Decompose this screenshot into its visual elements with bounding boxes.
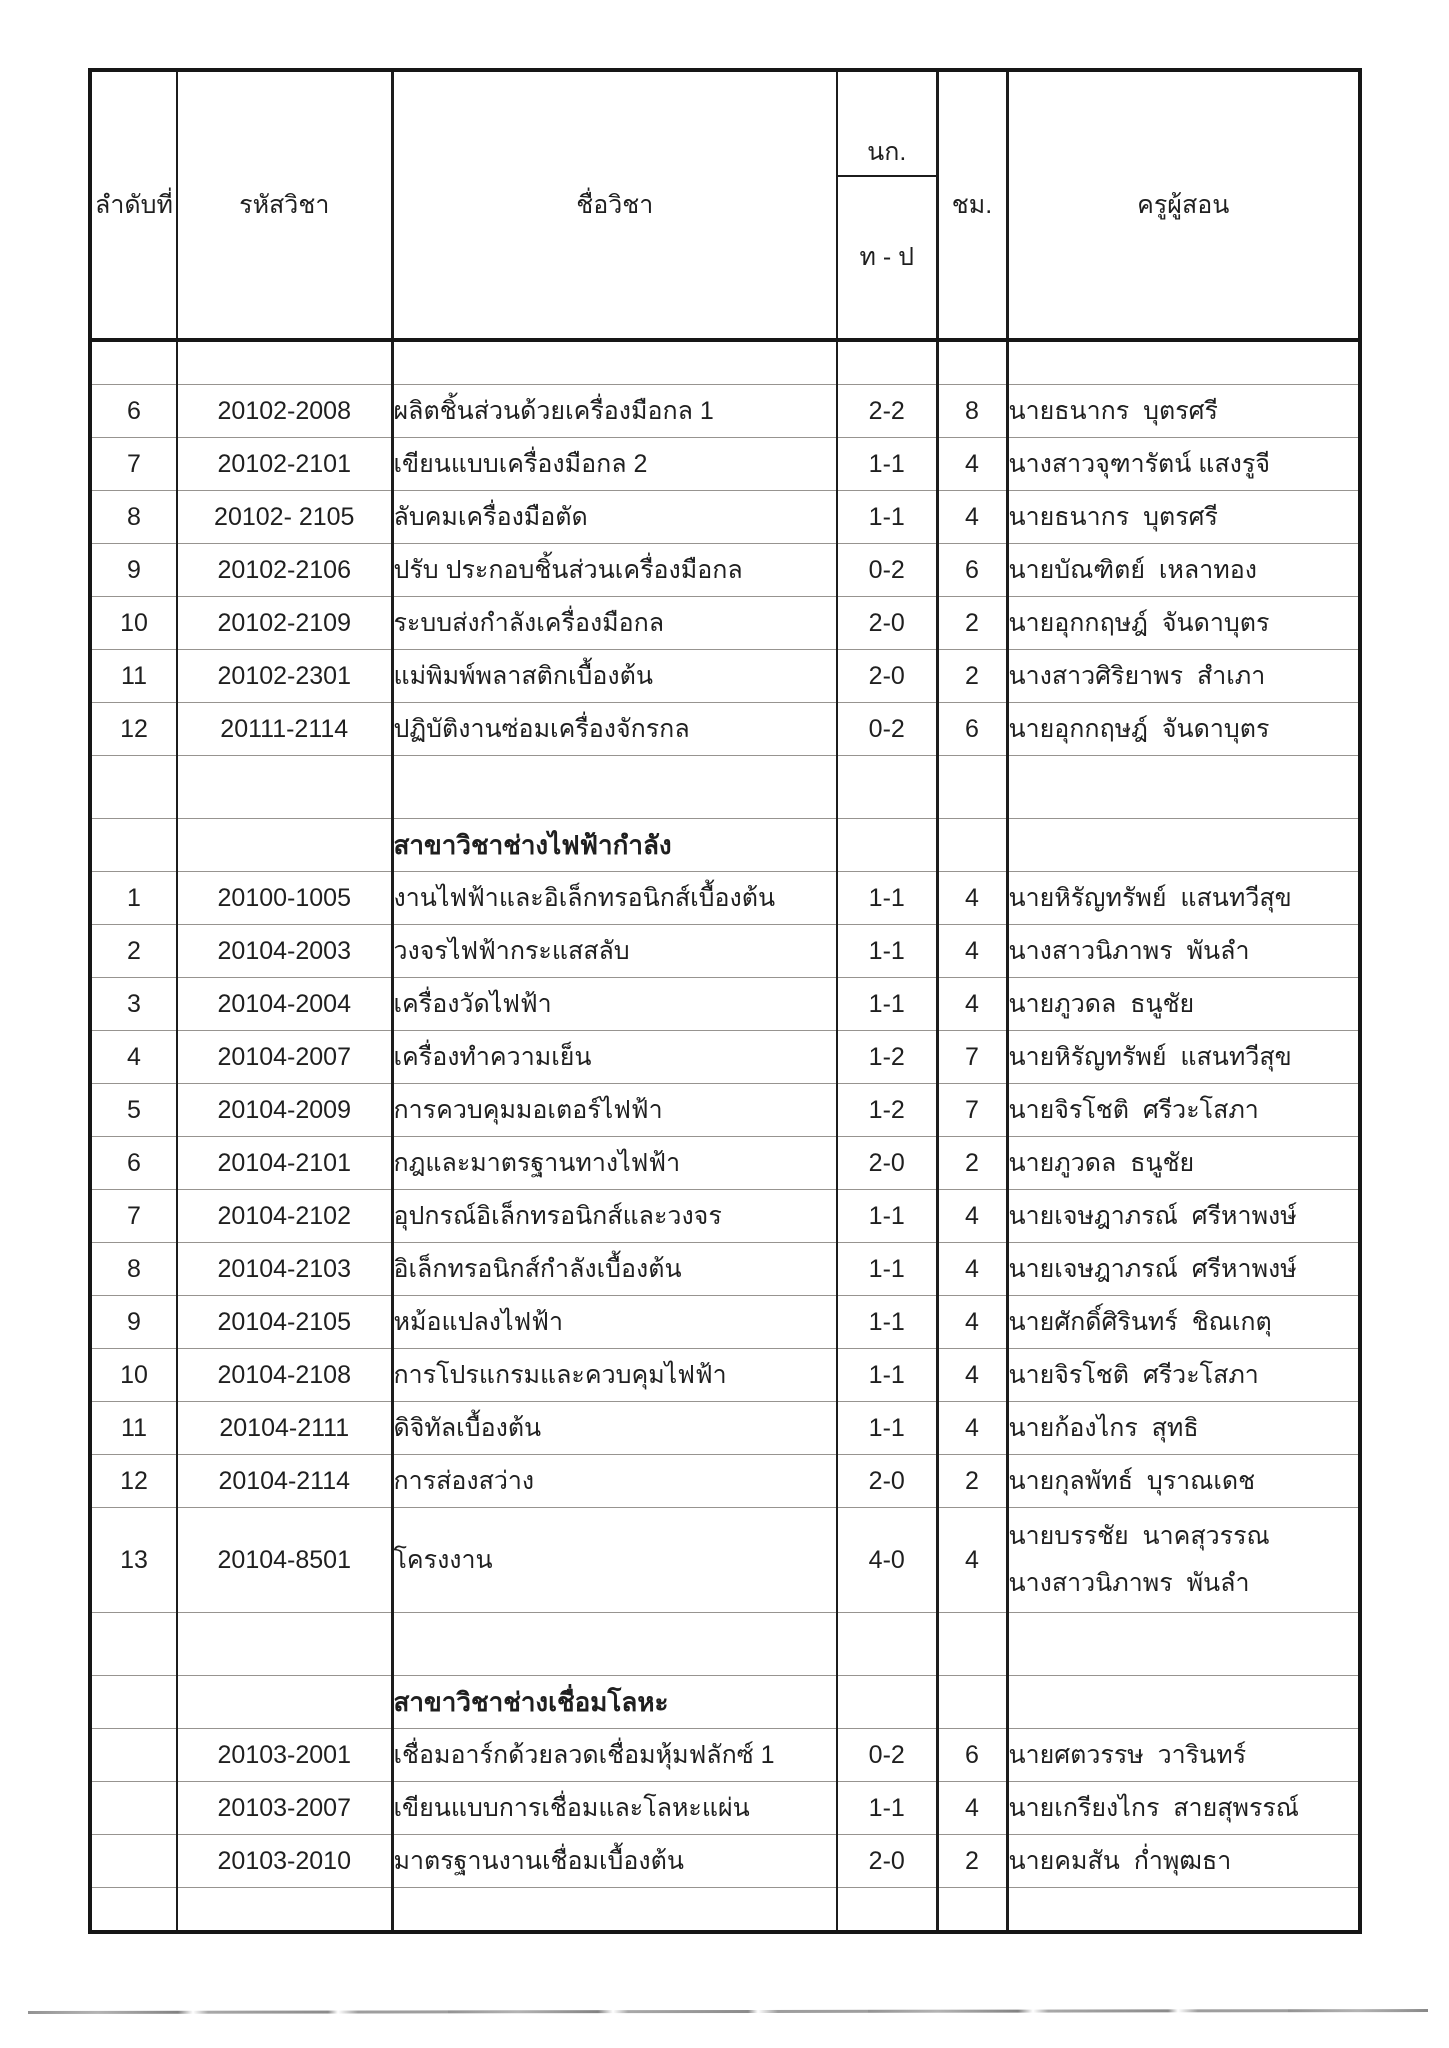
course-hours: 2 — [937, 1137, 1007, 1190]
course-credit: 4-0 — [837, 1508, 937, 1613]
empty-cell — [937, 756, 1007, 819]
empty-cell — [837, 819, 937, 872]
course-credit: 2-0 — [837, 1455, 937, 1508]
section-header-row — [90, 1676, 1360, 1729]
course-subject: ดิจิทัลเบื้องต้น — [392, 1402, 837, 1455]
course-subject: ลับคมเครื่องมือตัด — [392, 491, 837, 544]
course-code: 20104-2004 — [177, 978, 392, 1031]
empty-cell — [177, 340, 392, 385]
empty-cell — [937, 340, 1007, 385]
course-no — [90, 1782, 177, 1835]
empty-cell — [90, 1613, 177, 1676]
course-code: 20104-2102 — [177, 1190, 392, 1243]
empty-cell — [837, 1888, 937, 1933]
course-credit: 2-0 — [837, 1835, 937, 1888]
course-teacher: นายจิรโชติ ศรีวะโสภา — [1007, 1349, 1360, 1402]
course-no: 9 — [90, 1296, 177, 1349]
course-subject: เครื่องวัดไฟฟ้า — [392, 978, 837, 1031]
course-row — [90, 1782, 1360, 1835]
empty-cell — [392, 1888, 837, 1933]
course-teacher: นางสาวศิริยาพร สำเภา — [1007, 650, 1360, 703]
course-credit: 0-2 — [837, 544, 937, 597]
course-subject: เครื่องทำความเย็น — [392, 1031, 837, 1084]
course-code: 20102-2109 — [177, 597, 392, 650]
course-no — [90, 1729, 177, 1782]
course-teacher: นายธนากร บุตรศรี — [1007, 491, 1360, 544]
col-header-subject: ชื่อวิชา — [392, 70, 837, 340]
course-row — [90, 1835, 1360, 1888]
course-teacher: นายเจษฎาภรณ์ ศรีหาพงษ์ — [1007, 1190, 1360, 1243]
course-code: 20104-2105 — [177, 1296, 392, 1349]
course-schedule-table — [88, 68, 1362, 1934]
course-hours: 2 — [937, 1455, 1007, 1508]
course-no: 10 — [90, 597, 177, 650]
empty-cell — [177, 1888, 392, 1933]
course-hours: 4 — [937, 438, 1007, 491]
course-subject: หม้อแปลงไฟฟ้า — [392, 1296, 837, 1349]
empty-cell — [1007, 1676, 1360, 1729]
course-credit: 0-2 — [837, 703, 937, 756]
course-code: 20102-2106 — [177, 544, 392, 597]
course-row — [90, 544, 1360, 597]
course-code: 20103-2001 — [177, 1729, 392, 1782]
spacer-row — [90, 340, 1360, 385]
col-header-credit-sub-label: ท - ป — [859, 243, 915, 271]
course-teacher: นายจิรโชติ ศรีวะโสภา — [1007, 1084, 1360, 1137]
empty-cell — [177, 1613, 392, 1676]
course-teacher: นางสาวนิภาพร พันลำ — [1007, 925, 1360, 978]
course-subject: แม่พิมพ์พลาสติกเบื้องต้น — [392, 650, 837, 703]
empty-cell — [392, 340, 837, 385]
spacer-row — [90, 1613, 1360, 1676]
course-teacher: นายกุลพัทธ์ บุราณเดช — [1007, 1455, 1360, 1508]
course-no: 7 — [90, 1190, 177, 1243]
course-subject: การโปรแกรมและควบคุมไฟฟ้า — [392, 1349, 837, 1402]
course-subject: งานไฟฟ้าและอิเล็กทรอนิกส์เบื้องต้น — [392, 872, 837, 925]
course-teacher: นายอุกกฤษฎ์ จันดาบุตร — [1007, 703, 1360, 756]
course-credit: 2-0 — [837, 650, 937, 703]
course-row — [90, 1137, 1360, 1190]
empty-cell — [177, 756, 392, 819]
col-header-credit-label: นก. — [838, 130, 936, 177]
course-hours: 4 — [937, 978, 1007, 1031]
course-credit: 0-2 — [837, 1729, 937, 1782]
course-code: 20102-2008 — [177, 385, 392, 438]
course-no: 8 — [90, 491, 177, 544]
col-header-no: ลำดับที่ — [90, 70, 177, 340]
course-teacher: นายอุกกฤษฎ์ จันดาบุตร — [1007, 597, 1360, 650]
course-subject: เชื่อมอาร์กด้วยลวดเชื่อมหุ้มฟลักซ์ 1 — [392, 1729, 837, 1782]
course-code: 20100-1005 — [177, 872, 392, 925]
empty-cell — [1007, 1613, 1360, 1676]
course-teacher: นายภูวดล ธนูชัย — [1007, 1137, 1360, 1190]
course-teacher: นายศตวรรษ วารินทร์ — [1007, 1729, 1360, 1782]
course-code: 20104-2003 — [177, 925, 392, 978]
course-teacher — [1007, 1508, 1360, 1613]
course-subject: ปฏิบัติงานซ่อมเครื่องจักรกล — [392, 703, 837, 756]
course-hours: 6 — [937, 1729, 1007, 1782]
course-code: 20104-2103 — [177, 1243, 392, 1296]
course-row — [90, 1402, 1360, 1455]
section-title: สาขาวิชาช่างไฟฟ้ากำลัง — [392, 819, 837, 872]
course-code: 20104-2007 — [177, 1031, 392, 1084]
course-credit: 1-1 — [837, 491, 937, 544]
empty-cell — [177, 1676, 392, 1729]
course-row — [90, 1349, 1360, 1402]
course-subject: วงจรไฟฟ้ากระแสสลับ — [392, 925, 837, 978]
course-subject: เขียนแบบเครื่องมือกล 2 — [392, 438, 837, 491]
course-hours: 7 — [937, 1084, 1007, 1137]
course-row — [90, 1084, 1360, 1137]
empty-cell — [937, 819, 1007, 872]
course-no: 2 — [90, 925, 177, 978]
col-header-credit — [837, 70, 937, 340]
table-header — [90, 70, 1360, 340]
course-hours: 6 — [937, 703, 1007, 756]
course-credit: 1-2 — [837, 1031, 937, 1084]
course-credit: 1-2 — [837, 1084, 937, 1137]
course-row — [90, 650, 1360, 703]
course-code: 20102-2101 — [177, 438, 392, 491]
course-code: 20102-2301 — [177, 650, 392, 703]
course-no: 12 — [90, 1455, 177, 1508]
course-subject: อุปกรณ์อิเล็กทรอนิกส์และวงจร — [392, 1190, 837, 1243]
course-no: 5 — [90, 1084, 177, 1137]
course-row — [90, 385, 1360, 438]
course-row — [90, 438, 1360, 491]
course-row — [90, 1455, 1360, 1508]
course-credit: 1-1 — [837, 1190, 937, 1243]
course-row — [90, 978, 1360, 1031]
table-body — [90, 340, 1360, 1932]
course-subject: โครงงาน — [392, 1508, 837, 1613]
empty-cell — [392, 1613, 837, 1676]
course-row — [90, 1190, 1360, 1243]
course-teacher: นายศักดิ์ศิรินทร์ ชิณเกตุ — [1007, 1296, 1360, 1349]
course-hours: 4 — [937, 1243, 1007, 1296]
spacer-row — [90, 756, 1360, 819]
course-no: 12 — [90, 703, 177, 756]
course-no: 11 — [90, 650, 177, 703]
course-hours: 4 — [937, 925, 1007, 978]
course-row — [90, 597, 1360, 650]
course-subject: ปรับ ประกอบชิ้นส่วนเครื่องมือกล — [392, 544, 837, 597]
course-hours: 4 — [937, 491, 1007, 544]
course-teacher: นายหิรัญทรัพย์ แสนทวีสุข — [1007, 872, 1360, 925]
course-subject: การควบคุมมอเตอร์ไฟฟ้า — [392, 1084, 837, 1137]
empty-cell — [1007, 756, 1360, 819]
course-code: 20104-2108 — [177, 1349, 392, 1402]
course-hours: 4 — [937, 1296, 1007, 1349]
course-credit: 2-2 — [837, 385, 937, 438]
course-credit: 1-1 — [837, 925, 937, 978]
course-row — [90, 872, 1360, 925]
course-hours: 4 — [937, 1782, 1007, 1835]
col-header-code: รหัสวิชา — [177, 70, 392, 340]
course-teacher: นายภูวดล ธนูชัย — [1007, 978, 1360, 1031]
course-hours: 4 — [937, 1190, 1007, 1243]
course-credit: 1-1 — [837, 1402, 937, 1455]
course-teacher: นายเกรียงไกร สายสุพรรณ์ — [1007, 1782, 1360, 1835]
empty-cell — [837, 756, 937, 819]
course-teacher: นางสาวจุฑารัตน์ แสงรูจี — [1007, 438, 1360, 491]
empty-cell — [1007, 340, 1360, 385]
empty-cell — [90, 1676, 177, 1729]
section-title: สาขาวิชาช่างเชื่อมโลหะ — [392, 1676, 837, 1729]
course-hours: 4 — [937, 1402, 1007, 1455]
course-row — [90, 1296, 1360, 1349]
course-no: 7 — [90, 438, 177, 491]
empty-cell — [177, 819, 392, 872]
course-teacher: นายบัณฑิตย์ เหลาทอง — [1007, 544, 1360, 597]
section-header-row — [90, 819, 1360, 872]
course-row — [90, 703, 1360, 756]
course-credit: 1-1 — [837, 1782, 937, 1835]
course-row — [90, 925, 1360, 978]
empty-cell — [90, 819, 177, 872]
course-no: 10 — [90, 1349, 177, 1402]
course-hours: 2 — [937, 650, 1007, 703]
course-code: 20104-2101 — [177, 1137, 392, 1190]
course-teacher-line-2: นางสาวนิภาพร พันลำ — [1008, 1569, 1250, 1597]
course-subject: กฎและมาตรฐานทางไฟฟ้า — [392, 1137, 837, 1190]
scan-artifact-line — [28, 2009, 1428, 2014]
course-teacher-line-1: นายบรรชัย นาคสุวรรณ — [1008, 1521, 1270, 1550]
course-credit: 1-1 — [837, 438, 937, 491]
course-credit: 2-0 — [837, 597, 937, 650]
course-no: 6 — [90, 385, 177, 438]
course-hours: 7 — [937, 1031, 1007, 1084]
course-teacher: นายก้องไกร สุทธิ — [1007, 1402, 1360, 1455]
course-teacher: นายคมสัน ก่ำพุฒธา — [1007, 1835, 1360, 1888]
course-credit: 1-1 — [837, 1243, 937, 1296]
empty-cell — [837, 1676, 937, 1729]
course-code: 20104-8501 — [177, 1508, 392, 1613]
course-no: 1 — [90, 872, 177, 925]
table-header-row — [90, 70, 1360, 340]
course-hours: 4 — [937, 872, 1007, 925]
course-credit: 1-1 — [837, 1296, 937, 1349]
course-row — [90, 1508, 1360, 1613]
course-teacher: นายธนากร บุตรศรี — [1007, 385, 1360, 438]
empty-cell — [90, 756, 177, 819]
empty-cell — [937, 1613, 1007, 1676]
col-header-hours: ชม. — [937, 70, 1007, 340]
course-row — [90, 1031, 1360, 1084]
course-code: 20104-2111 — [177, 1402, 392, 1455]
course-subject: ระบบส่งกำลังเครื่องมือกล — [392, 597, 837, 650]
course-subject: เขียนแบบการเชื่อมและโลหะแผ่น — [392, 1782, 837, 1835]
course-credit: 1-1 — [837, 1349, 937, 1402]
course-no: 11 — [90, 1402, 177, 1455]
course-hours: 4 — [937, 1508, 1007, 1613]
course-hours: 2 — [937, 1835, 1007, 1888]
empty-cell — [90, 340, 177, 385]
empty-cell — [837, 1613, 937, 1676]
course-credit: 1-1 — [837, 872, 937, 925]
course-code: 20104-2009 — [177, 1084, 392, 1137]
course-code: 20103-2010 — [177, 1835, 392, 1888]
course-no: 4 — [90, 1031, 177, 1084]
course-code: 20111-2114 — [177, 703, 392, 756]
empty-cell — [392, 756, 837, 819]
course-subject: อิเล็กทรอนิกส์กำลังเบื้องต้น — [392, 1243, 837, 1296]
course-hours: 2 — [937, 597, 1007, 650]
empty-cell — [837, 340, 937, 385]
course-subject: ผลิตชิ้นส่วนด้วยเครื่องมือกล 1 — [392, 385, 837, 438]
course-no: 6 — [90, 1137, 177, 1190]
empty-cell — [1007, 819, 1360, 872]
empty-cell — [937, 1888, 1007, 1933]
spacer-row — [90, 1888, 1360, 1933]
course-teacher: นายหิรัญทรัพย์ แสนทวีสุข — [1007, 1031, 1360, 1084]
course-credit: 1-1 — [837, 978, 937, 1031]
empty-cell — [90, 1888, 177, 1933]
course-no: 3 — [90, 978, 177, 1031]
course-hours: 8 — [937, 385, 1007, 438]
course-row — [90, 1243, 1360, 1296]
course-no: 13 — [90, 1508, 177, 1613]
empty-cell — [1007, 1888, 1360, 1933]
course-no: 8 — [90, 1243, 177, 1296]
course-subject: การส่องสว่าง — [392, 1455, 837, 1508]
course-hours: 4 — [937, 1349, 1007, 1402]
empty-cell — [937, 1676, 1007, 1729]
course-hours: 6 — [937, 544, 1007, 597]
col-header-teacher: ครูผู้สอน — [1007, 70, 1360, 340]
course-row — [90, 491, 1360, 544]
course-code: 20103-2007 — [177, 1782, 392, 1835]
course-code: 20102- 2105 — [177, 491, 392, 544]
course-no — [90, 1835, 177, 1888]
course-subject: มาตรฐานงานเชื่อมเบื้องต้น — [392, 1835, 837, 1888]
course-credit: 2-0 — [837, 1137, 937, 1190]
course-code: 20104-2114 — [177, 1455, 392, 1508]
course-row — [90, 1729, 1360, 1782]
course-teacher: นายเจษฎาภรณ์ ศรีหาพงษ์ — [1007, 1243, 1360, 1296]
course-no: 9 — [90, 544, 177, 597]
